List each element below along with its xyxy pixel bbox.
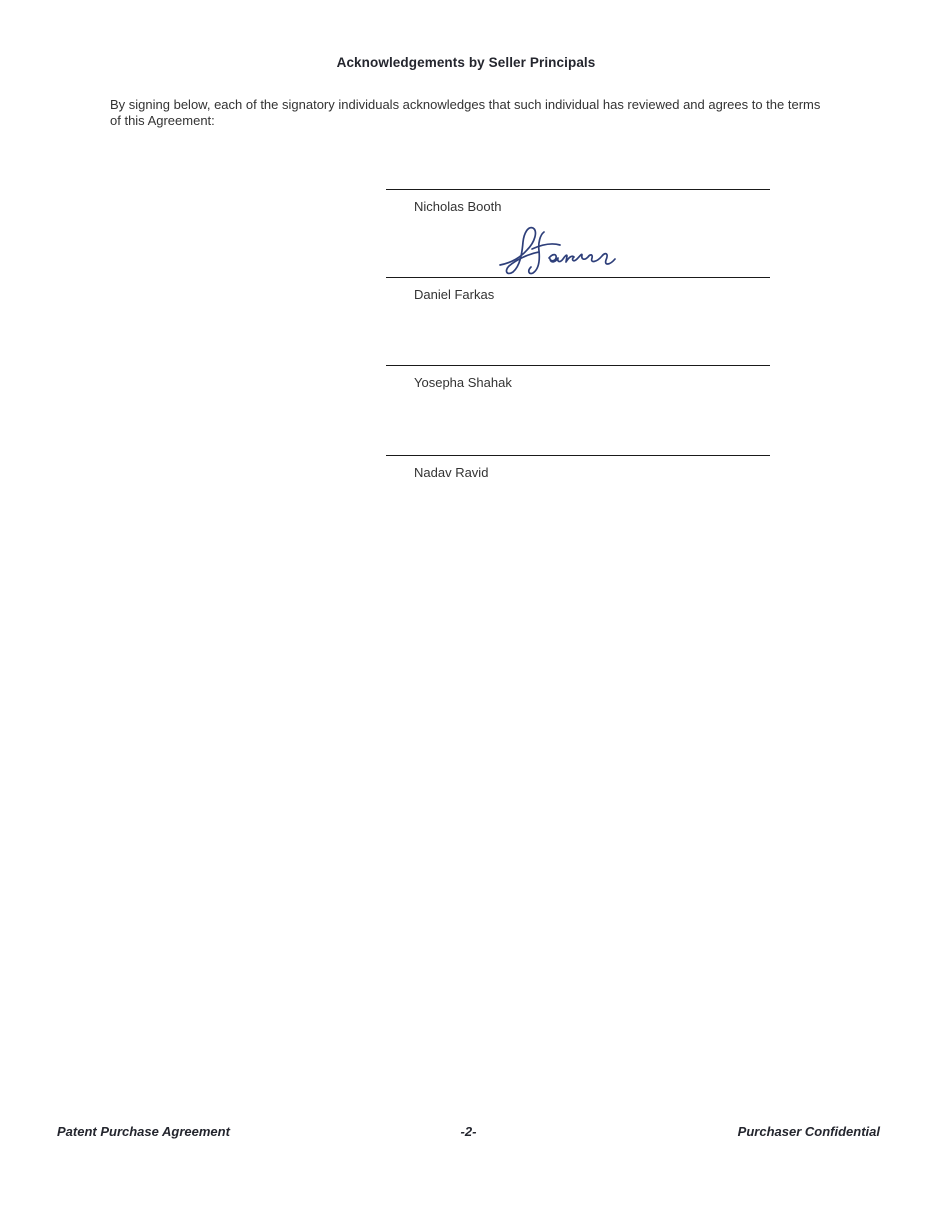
signature-block — [386, 455, 770, 480]
signatory-name: Nicholas Booth — [414, 199, 502, 214]
footer-page-number: -2- — [460, 1124, 477, 1139]
signature-ink-strokes — [500, 228, 615, 274]
signature-block — [386, 365, 770, 390]
signature-line — [386, 277, 770, 278]
page-footer — [57, 1124, 880, 1139]
signatory-name: Yosepha Shahak — [414, 375, 512, 390]
footer-confidentiality-label: Purchaser Confidential — [737, 1124, 880, 1139]
page-title: Acknowledgements by Seller Principals — [336, 55, 596, 70]
signatory-name: Daniel Farkas — [414, 287, 495, 302]
signature-block — [386, 189, 770, 214]
signature-block — [386, 277, 770, 302]
footer-document-name: Patent Purchase Agreement — [57, 1124, 230, 1139]
signatory-name: Nadav Ravid — [414, 465, 489, 480]
handwritten-signature — [496, 224, 618, 278]
signature-line — [386, 455, 770, 456]
intro-paragraph: By signing below, each of the signatory individuals acknowledges that such individual has reviewed and agrees to the terms of this Agreement: — [110, 97, 821, 128]
signature-line — [386, 365, 770, 366]
signature-line — [386, 189, 770, 190]
